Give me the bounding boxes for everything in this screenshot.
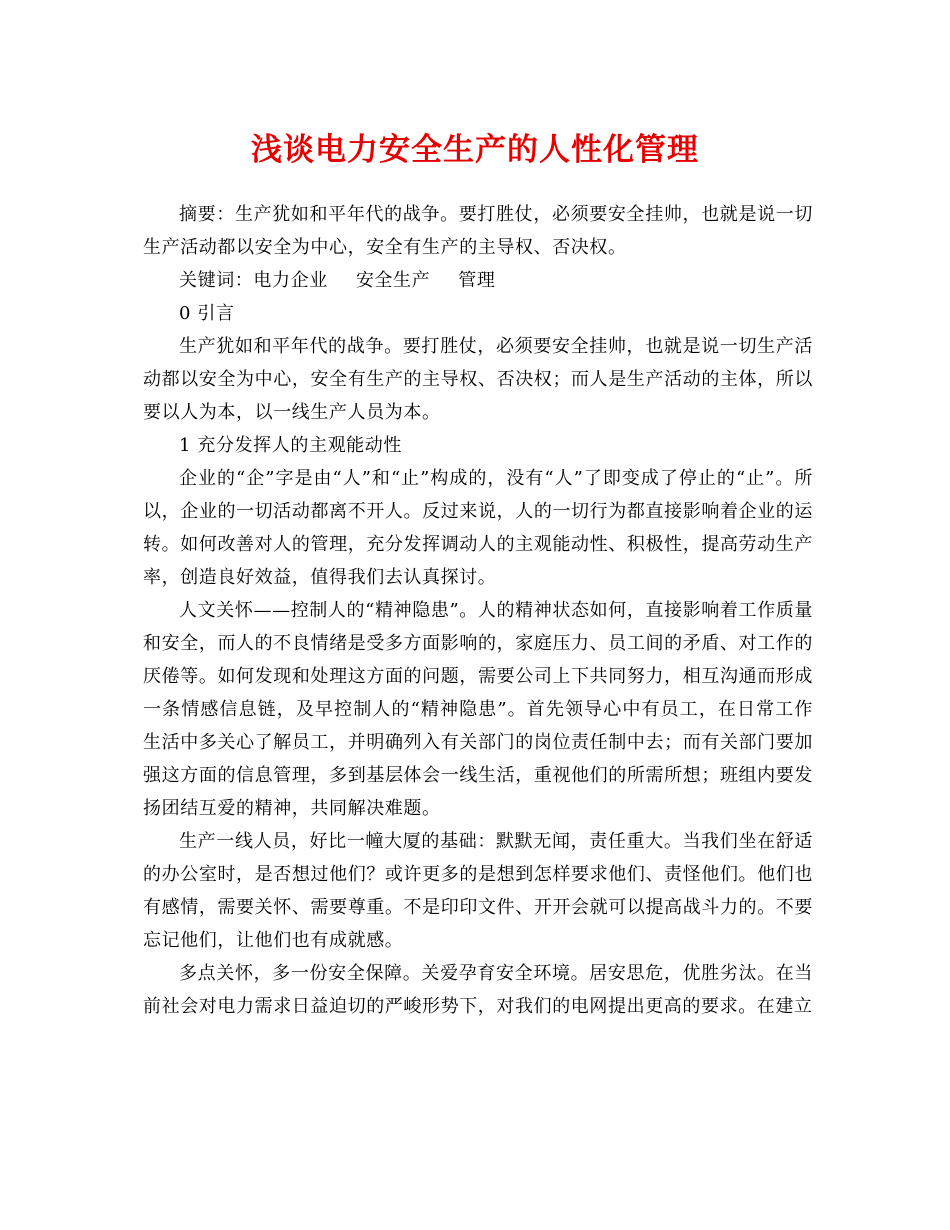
- body-paragraph: 多点关怀，多一份安全保障。关爱孕育安全环境。居安思危，优胜劣汰。在当前社会对电力需求日益迫切的严峻形势下，对我们的电网提出更高的要求。在建立: [143, 963, 813, 1017]
- body-paragraph: 生产一线人员，好比一幢大厦的基础：默默无闻，责任重大。当我们坐在舒适的办公室时，是否想过他们？或许更多的是想到怎样要求他们、责怪他们。他们也有感情，需要关怀、需要尊重。不是印印文件、开开会就可以提高战斗力的。不要忘记他们，让他们也有成就感。: [143, 831, 813, 951]
- body-paragraph: 人文关怀——控制人的“精神隐患”。人的精神状态如何，直接影响着工作质量和安全，而人的不良情绪是受多方面影响的，家庭压力、员工间的矛盾、对工作的厌倦等。如何发现和处理这方面的问题，需要公司上下共同努力，相互沟通而形成一条情感信息链，及早控制人的“精神隐患”。首先领导心中有员工，在日常工作生活中多关心了解员工，并明确列入有关部门的岗位责任制中去；而有关部门要加强这方面的信息管理，多到基层体会一线生活，重视他们的所需所想；班组内要发扬团结互爱的精神，共同解决难题。: [143, 600, 813, 819]
- section-heading-introduction: 0 引言: [179, 303, 235, 324]
- document-title: 浅谈电力安全生产的人性化管理: [251, 132, 699, 168]
- document-body: [143, 198, 813, 1023]
- keyword-item: 管理: [458, 270, 496, 291]
- keywords-label: 关键词：: [179, 270, 254, 291]
- keyword-item: 电力企业: [253, 270, 328, 291]
- body-paragraph: 生产犹如和平年代的战争。要打胜仗，必须要安全挂帅，也就是说一切生产活动都以安全为中心，安全有生产的主导权、否决权；而人是生产活动的主体，所以要以人为本，以一线生产人员为本。: [143, 336, 813, 423]
- keyword-item: 安全生产: [355, 270, 431, 291]
- body-paragraph: 企业的“企”字是由“人”和“止”构成的，没有“人”了即变成了停止的“止”。所以，企业的一切活动都离不开人。反过来说，人的一切行为都直接影响着企业的运转。如何改善对人的管理，充分发挥调动人的主观能动性、积极性，提高劳动生产率，创造良好效益，值得我们去认真探讨。: [143, 468, 813, 588]
- section-heading-initiative: 1 充分发挥人的主观能动性: [179, 435, 402, 456]
- abstract-paragraph: 摘要：生产犹如和平年代的战争。要打胜仗，必须要安全挂帅，也就是说一切生产活动都以安全为中心，安全有生产的主导权、否决权。: [143, 204, 813, 258]
- keywords-line: [143, 264, 813, 297]
